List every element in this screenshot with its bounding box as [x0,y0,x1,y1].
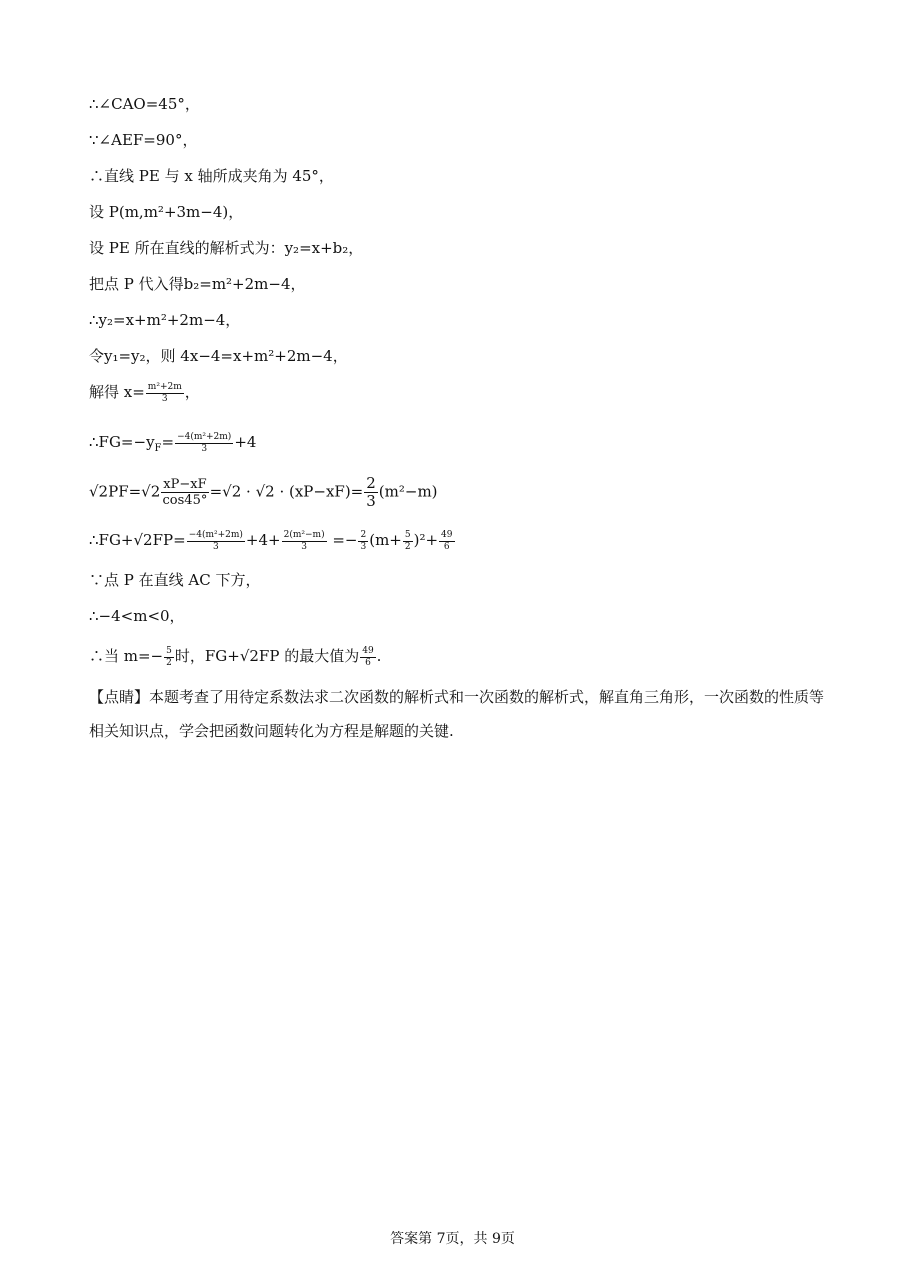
line-14: ∴−4<m<0， [89,607,185,625]
line-15-part-b: 时，FG+√2FP 的最大值为 [174,647,360,665]
fraction [161,478,208,507]
note-paragraph [89,680,829,748]
fraction [360,647,375,668]
note-text: 本题考查了用待定系数法求二次函数的解析式和一次函数的解析式，解直角三角形，一次函数的性质等相关知识点，学会把函数问题转化为方程是解题的关键. [89,688,825,740]
subscript: F [154,443,162,454]
line-11-part-a: √2PF=√2 [89,482,161,501]
line-4: 设 P(m,m²+3m−4)， [89,203,244,221]
line-11 [89,476,438,509]
fraction-denominator: cos45° [162,493,208,508]
fraction-denominator: 2 [166,657,172,668]
line-3: ∴直线 PE 与 x 轴所成夹角为 45°， [89,167,334,185]
fraction-denominator: 3 [360,541,367,552]
line-1: ∴∠CAO=45°， [89,95,200,113]
fraction-denominator: 6 [443,541,450,552]
line-12-part-e: )²+ [413,531,439,549]
fraction-numerator: 2 [360,529,367,540]
line-6: 把点 P 代入得b₂=m²+2m−4， [89,275,306,293]
fraction-numerator: −4(m²+2m) [188,529,243,540]
fraction [439,531,454,552]
line-11-part-b: =√2 · √2 · (xP−xF)= [209,482,364,501]
note-label: 【点睛】 [89,688,150,706]
fraction [187,531,245,552]
fraction [364,476,378,509]
equals: = [161,433,175,451]
fraction [175,433,233,454]
fraction-numerator: 5 [404,529,411,540]
fraction-denominator: 6 [365,657,371,668]
fraction-numerator: 49 [362,645,374,656]
fraction-numerator: 2 [366,474,376,492]
fraction-numerator: 2(m²−m) [283,529,325,540]
line-10-prefix: ∴FG=−y [89,433,155,451]
line-10-suffix: +4 [234,433,257,451]
fraction-denominator: 3 [212,541,219,552]
line-12-part-a: ∴FG+√2FP= [89,531,186,549]
line-8: 令y₁=y₂，则 4x−4=x+m²+2m−4， [89,347,348,365]
line-12-part-d: (m+ [369,531,402,549]
line-15 [89,646,381,668]
line-10 [89,432,256,459]
line-12-part-c: =− [327,531,358,549]
fraction-denominator: 3 [201,443,208,454]
fraction [282,531,327,552]
line-2: ∵∠AEF=90°， [89,131,198,149]
line-9: 解得 x= $\frac{\text{m²+2m}}{3}$ ， [89,381,200,404]
line-12-part-b: +4+ [245,531,281,549]
fraction-numerator: 5 [166,645,172,656]
fraction-numerator: −4(m²+2m) [177,431,232,442]
fraction-denominator: 2 [404,541,411,552]
fraction-denominator: 3 [161,393,168,404]
page-footer: 答案第 7页，共 9页 [390,1231,515,1247]
line-15-part-a: ∴当 m=− [89,647,164,665]
fraction [146,383,184,404]
fraction-denominator: 3 [366,492,376,510]
fraction [164,647,174,668]
line-13: ∵点 P 在直线 AC 下方， [89,571,261,589]
line-11-part-c: (m²−m) [378,482,438,501]
line-5: 设 PE 所在直线的解析式为：y₂=x+b₂， [89,239,364,257]
fraction-numerator: m²+2m [147,381,182,392]
fraction [358,531,368,552]
fraction [403,531,413,552]
fraction-numerator: xP−xF [163,477,207,492]
fraction-denominator: 3 [301,541,307,552]
fraction-numerator: 49 [441,529,453,540]
line-9-prefix: 解得 x= [89,383,145,401]
line-15-part-c: . [376,647,382,665]
line-12 [89,530,456,552]
line-7: ∴y₂=x+m²+2m−4， [89,311,241,329]
